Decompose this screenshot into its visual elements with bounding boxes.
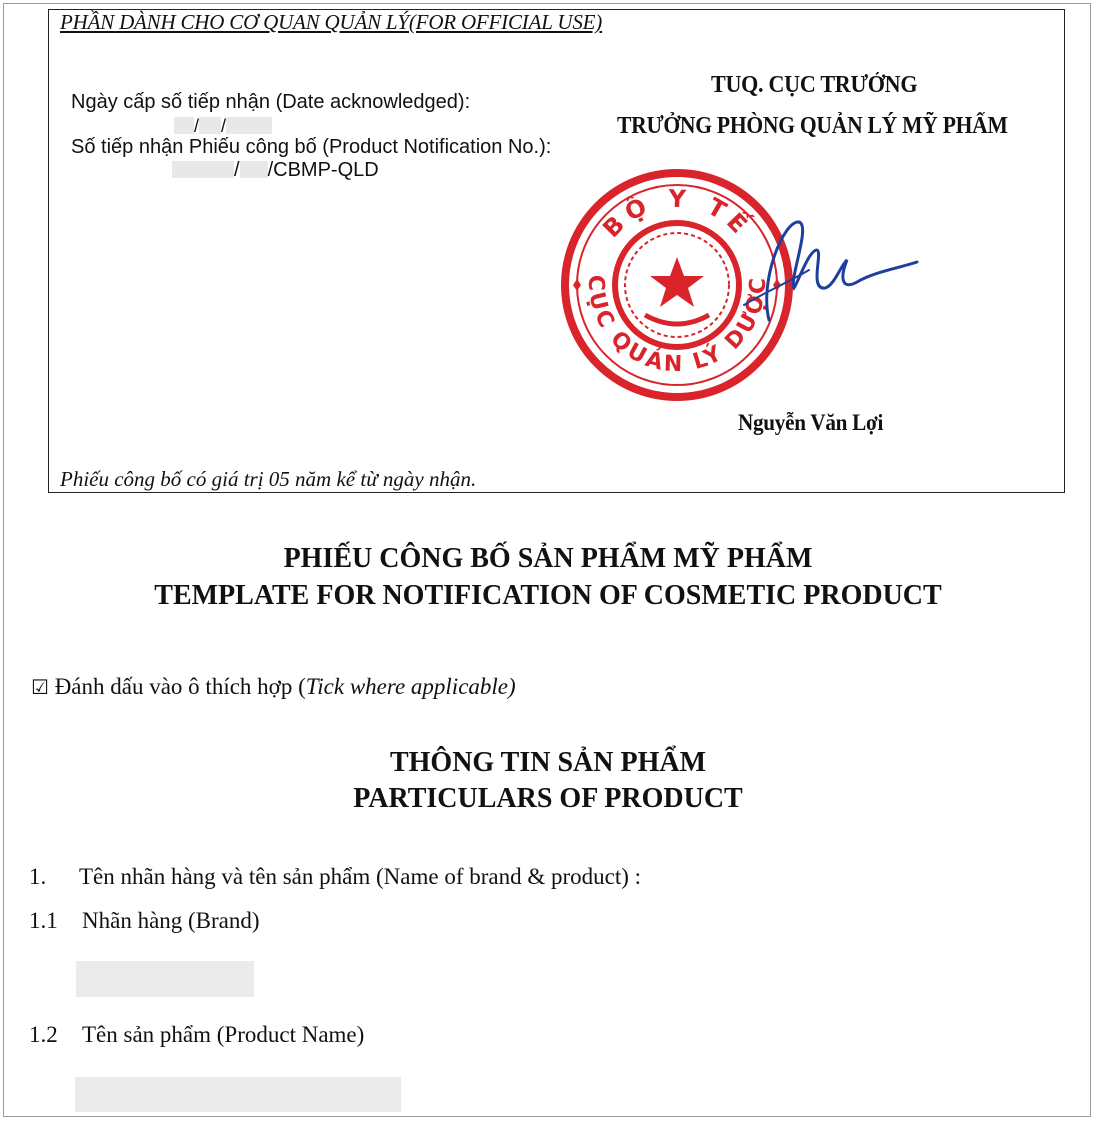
redacted-day (174, 117, 194, 134)
redacted-number (172, 161, 234, 178)
authority-title: TUQ. CỤC TRƯỞNG (711, 72, 918, 98)
date-acknowledged-label: Ngày cấp số tiếp nhận (Date acknowledged): (71, 91, 471, 113)
redacted-brand-field (76, 961, 254, 997)
item-1-2: 1.2 Tên sản phẩm (Product Name) (29, 1022, 365, 1047)
redacted-year (226, 117, 272, 134)
notification-number-value: / /CBMP-QLD (172, 159, 379, 182)
stamp-bottom-text: CỤC QUẢN LÝ DƯỢC (582, 274, 772, 378)
redacted-month (199, 117, 221, 134)
tick-instruction: ☑ Đánh dấu vào ô thích hợp (Tick where applicable) (31, 674, 516, 699)
document-title-vi: PHIẾU CÔNG BỐ SẢN PHẨM MỸ PHẨM (283, 543, 813, 574)
stamp-top-text: BỘ Y TẾ (597, 184, 757, 244)
authority-subtitle: TRƯỞNG PHÒNG QUẢN LÝ MỸ PHẨM (617, 113, 1008, 139)
date-acknowledged-value: / / (174, 115, 272, 138)
signer-name: Nguyễn Văn Lợi (738, 410, 884, 435)
signature-icon (739, 210, 929, 340)
official-use-heading: PHẦN DÀNH CHO CƠ QUAN QUẢN LÝ(FOR OFFICIAL USE) (60, 10, 603, 34)
section-title-en: PARTICULARS OF PRODUCT (353, 783, 743, 814)
redacted-year-code (240, 161, 268, 178)
item-1-1: 1.1 Nhãn hàng (Brand) (29, 908, 260, 933)
redacted-product-name-field (75, 1077, 401, 1112)
notification-number-label: Số tiếp nhận Phiếu công bố (Product Notification No.): (71, 136, 552, 158)
validity-note: Phiếu công bố có giá trị 05 năm kể từ ngày nhận. (60, 467, 477, 491)
section-title-vi: THÔNG TIN SẢN PHẨM (389, 747, 707, 778)
item-1: 1. Tên nhãn hàng và tên sản phẩm (Name of brand & product) : (29, 864, 642, 889)
document-title-en: TEMPLATE FOR NOTIFICATION OF COSMETIC PRODUCT (154, 580, 942, 611)
checked-box-icon: ☑ (31, 675, 49, 699)
official-use-box (48, 9, 1065, 493)
